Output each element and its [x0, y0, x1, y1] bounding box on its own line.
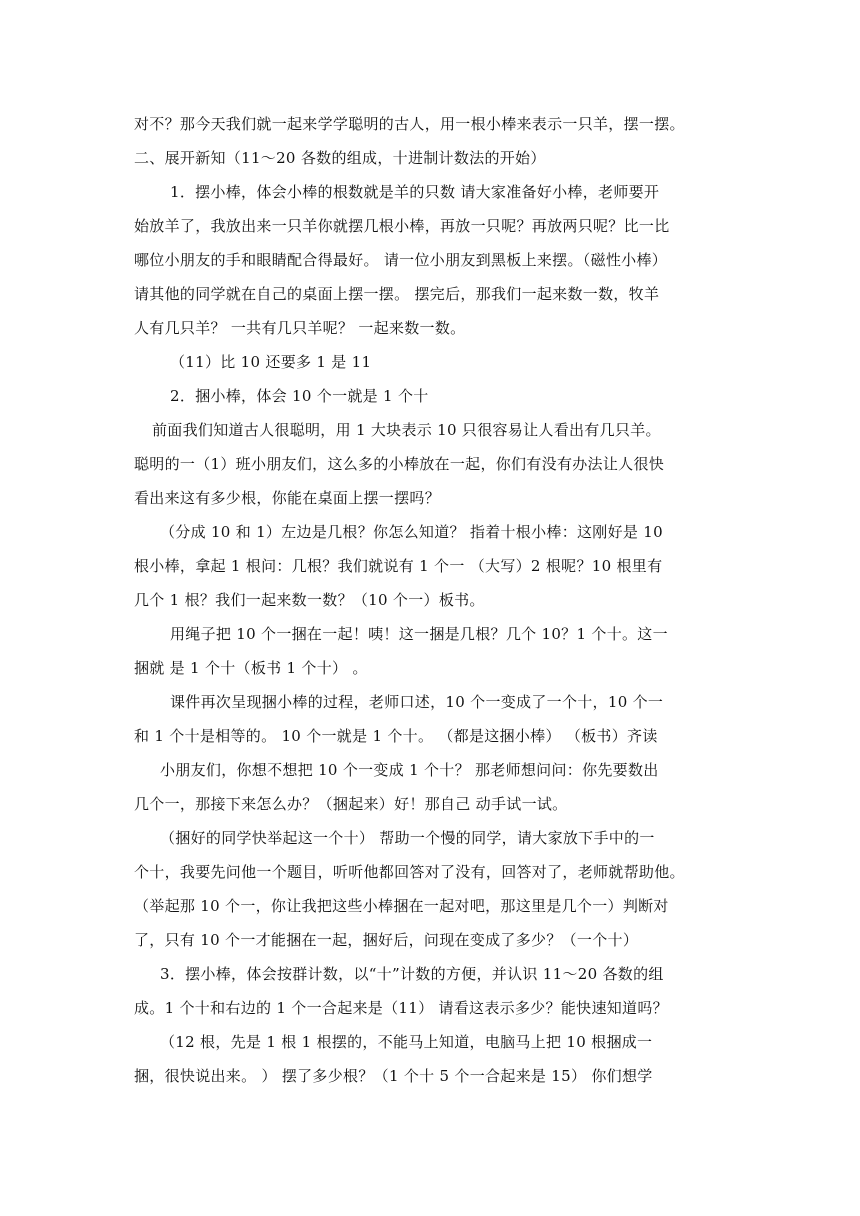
- paragraph-line: 用绳子把 10 个一捆在一起！咦！这一捆是几根？几个 10？1 个十。这一: [170, 625, 668, 643]
- paragraph-line: 前面我们知道古人很聪明，用 1 大块表示 10 只很容易让人看出有几只羊。: [152, 421, 661, 439]
- paragraph-line: 看出来这有多少根，你能在桌面上摆一摆吗？: [134, 489, 441, 507]
- paragraph-line: 小朋友们，你想不想把 10 个一变成 1 个十？ 那老师想问问：你先要数出: [160, 761, 659, 779]
- paragraph-line: 2．捆小棒，体会 10 个一就是 1 个十: [170, 387, 429, 405]
- paragraph-line: 成。1 个十和右边的 1 个一合起来是（11） 请看这表示多少？能快速知道吗？: [134, 999, 668, 1017]
- paragraph-line: 课件再次呈现捆小棒的过程，老师口述，10 个一变成了一个十，10 个一: [170, 693, 664, 711]
- paragraph-line: （举起那 10 个一，你让我把这些小棒捆在一起对吧，那这里是几个一）判断对: [134, 897, 669, 915]
- paragraph-line: （12 根，先是 1 根 1 根摆的，不能马上知道，电脑马上把 10 根捆成一: [160, 1033, 653, 1051]
- paragraph-line: 对不？那今天我们就一起来学学聪明的古人，用一根小棒来表示一只羊，摆一摆。: [134, 115, 685, 133]
- paragraph-line: 人有几只羊？ 一共有几只羊呢？ 一起来数一数。: [134, 319, 466, 337]
- paragraph-line: 3．摆小棒，体会按群计数，以“十”计数的方便，并认识 11～20 各数的组: [160, 965, 664, 983]
- paragraph-line: 和 1 个十是相等的。 10 个一就是 1 个十。 （都是这捆小棒） （板书）齐读: [134, 727, 658, 745]
- paragraph-line: 个十，我要先问他一个题目，听听他都回答对了没有，回答对了，老师就帮助他。: [134, 863, 685, 881]
- paragraph-line: 请其他的同学就在自己的桌面上摆一摆。 摆完后，那我们一起来数一数，牧羊: [134, 285, 660, 303]
- paragraph-line: 始放羊了，我放出来一只羊你就摆几根小棒，再放一只呢？再放两只呢？比一比: [134, 217, 670, 235]
- paragraph-line: 聪明的一（1）班小朋友们，这么多的小棒放在一起，你们有没有办法让人很快: [134, 455, 665, 473]
- paragraph-line: 几个 1 根？我们一起来数一数？（10 个一）板书。: [134, 591, 485, 609]
- paragraph-line: 1．摆小棒，体会小棒的根数就是羊的只数 请大家准备好小棒，老师要开: [170, 183, 660, 201]
- paragraph-line: 几个一，那接下来怎么办？（捆起来）好！那自己 动手试一试。: [134, 795, 568, 813]
- paragraph-line: 捆，很快说出来。 ） 摆了多少根？（1 个十 5 个一合起来是 15） 你们想学: [134, 1067, 653, 1085]
- paragraph-line: （捆好的同学快举起这一个十） 帮助一个慢的同学，请大家放下手中的一: [160, 829, 655, 847]
- paragraph-line: 哪位小朋友的手和眼睛配合得最好。 请一位小朋友到黑板上来摆。（磁性小棒）: [134, 251, 668, 269]
- section-heading: 二、展开新知（11～20 各数的组成，十进制计数法的开始）: [134, 149, 546, 167]
- paragraph-line: （11）比 10 还要多 1 是 11: [170, 353, 372, 371]
- paragraph-line: （分成 10 和 1）左边是几根？你怎么知道？ 指着十根小棒：这刚好是 10: [160, 523, 663, 541]
- paragraph-line: 捆就 是 1 个十（板书 1 个十） 。: [134, 659, 368, 677]
- paragraph-line: 根小棒，拿起 1 根问：几根？我们就说有 1 个一 （大写）2 根呢？10 根里有: [134, 557, 663, 575]
- paragraph-line: 了，只有 10 个一才能捆在一起，捆好后，问现在变成了多少？（一个十）: [134, 931, 639, 949]
